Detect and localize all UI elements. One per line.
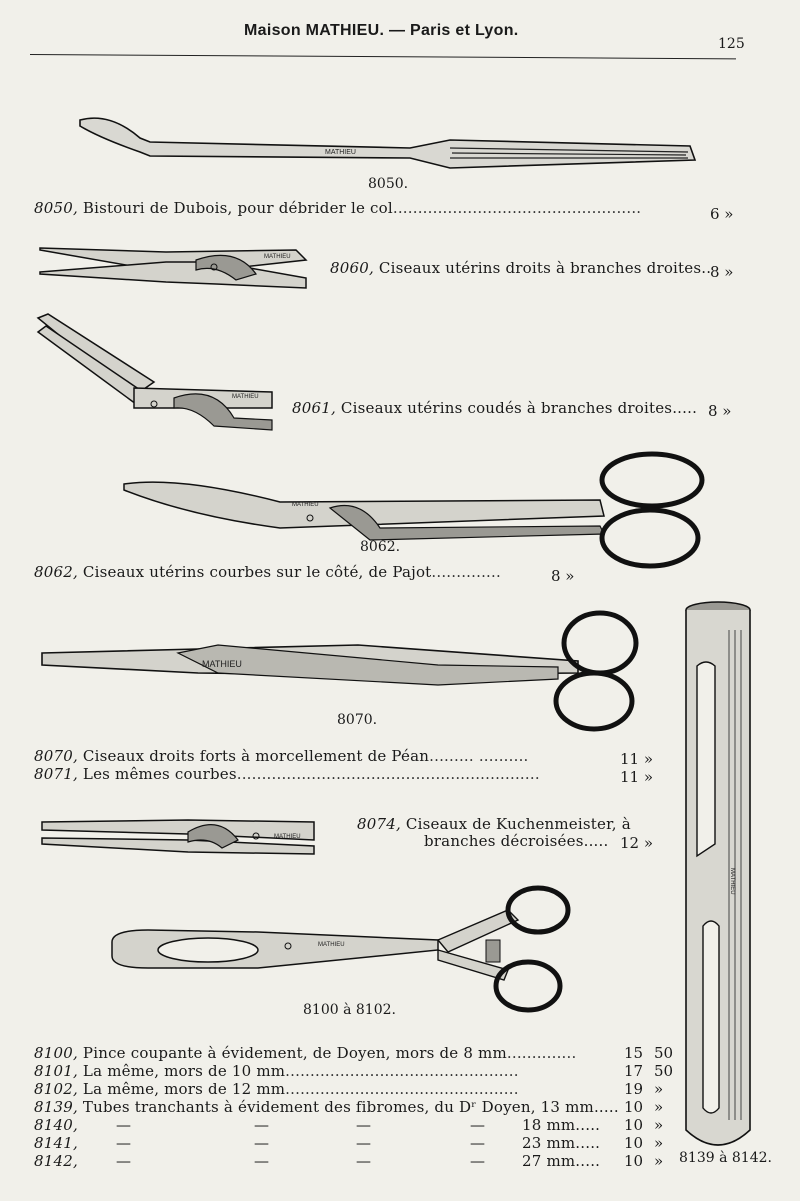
entry-8061 xyxy=(292,399,697,417)
table-row-text: Pince coupante à évidement, de Doyen, mors de 8 mm xyxy=(82,1044,507,1062)
table-row-ditto: — xyxy=(254,1134,270,1152)
entry-text: Ciseaux de Kuchenmeister, à xyxy=(405,815,631,833)
table-row: 8101, La même, mors de 10 mm............................................... xyxy=(34,1062,519,1080)
scissors-angled-illustration xyxy=(34,312,276,434)
table-price-francs: 10 xyxy=(624,1098,644,1116)
table-row: 8102, La même, mors de 12 mm............................................... xyxy=(34,1080,519,1098)
table-row-number: 8100, xyxy=(34,1044,78,1062)
table-row-size: 18 mm..... xyxy=(522,1116,601,1134)
forceps-doyen-illustration xyxy=(108,880,578,1020)
table-row-ditto: — xyxy=(116,1152,132,1170)
table-row-text: La même, mors de 12 mm xyxy=(82,1080,286,1098)
scissors-curved-mark: MATHIEU xyxy=(292,502,319,508)
entry-number: 8061, xyxy=(292,399,336,417)
entry-text: Ciseaux utérins courbes sur le côté, de Pajot xyxy=(82,563,432,581)
caption-8100: 8100 à 8102. xyxy=(303,1002,396,1018)
table-row-number: 8141, xyxy=(34,1134,78,1152)
table-row: 8100, Pince coupante à évidement, de Doyen, mors de 8 mm.............. xyxy=(34,1044,577,1062)
table-row-number: 8140, xyxy=(34,1116,78,1134)
scissors-kuchenmeister-mark: MATHIEU xyxy=(274,834,301,840)
caption-8070: 8070. xyxy=(337,712,378,728)
table-price-francs: 10 xyxy=(624,1116,644,1134)
table-row-ditto: — xyxy=(116,1116,132,1134)
table-row xyxy=(34,1116,634,1134)
table-row-number: 8102, xyxy=(34,1080,78,1098)
table-row-text: La même, mors de 10 mm xyxy=(82,1062,286,1080)
table-price-centimes: » xyxy=(654,1080,664,1098)
entry-number: 8060, xyxy=(330,259,374,277)
entry-price: 8 » xyxy=(551,567,575,585)
entry-text: Ciseaux droits forts à morcellement de Péan xyxy=(82,747,430,765)
table-price-francs: 15 xyxy=(624,1044,644,1062)
entry-8074-line2: branches décroisées..... xyxy=(424,832,609,850)
entry-number: 8062, xyxy=(34,563,78,581)
table-row-ditto: — xyxy=(356,1116,372,1134)
tube-doyen-illustration xyxy=(683,600,755,1160)
table-row-ditto: — xyxy=(254,1152,270,1170)
scissors-straight-mark: MATHIEU xyxy=(264,254,291,260)
table-row-ditto: — xyxy=(116,1134,132,1152)
table-price-centimes: 50 xyxy=(654,1062,674,1080)
table-price-centimes: 50 xyxy=(654,1044,674,1062)
table-price-francs: 10 xyxy=(624,1134,644,1152)
forceps-doyen-mark: MATHIEU xyxy=(318,942,345,948)
table-price-centimes: » xyxy=(654,1134,664,1152)
entry-number: 8071, xyxy=(34,765,78,783)
scissors-curved-illustration xyxy=(120,450,710,575)
caption-8050: 8050. xyxy=(368,176,409,192)
entry-8050: 8050, Bistouri de Dubois, pour débrider le col.................................................. xyxy=(34,199,642,217)
entry-text: Les mêmes courbes xyxy=(82,765,237,783)
table-row xyxy=(34,1152,634,1170)
table-row-number: 8101, xyxy=(34,1062,78,1080)
entry-8074 xyxy=(357,815,631,833)
caption-8139: 8139 à 8142. xyxy=(679,1150,772,1166)
entry-text: Ciseaux utérins droits à branches droites.. xyxy=(378,259,712,277)
scissors-strong-mark: MATHIEU xyxy=(202,659,242,669)
entry-price: 6 » xyxy=(710,205,734,223)
table-row-text: Tubes tranchants à évidement des fibromes, du Dʳ Doyen, 13 mm..... xyxy=(82,1098,619,1116)
scissors-kuchenmeister-illustration xyxy=(38,810,318,860)
table-row-size: 23 mm..... xyxy=(522,1134,601,1152)
entry-8070: 8070, Ciseaux droits forts à morcellement de Péan......... .......... xyxy=(34,747,529,765)
table-row-ditto: — xyxy=(470,1152,486,1170)
table-price-centimes: » xyxy=(654,1116,664,1134)
entry-price: 8 » xyxy=(708,402,732,420)
page-header: Maison MATHIEU. — Paris et Lyon. xyxy=(244,22,519,39)
bistouri-mark: MATHIEU xyxy=(325,149,356,156)
tube-doyen-mark: MATHIEU xyxy=(729,868,735,895)
table-price-francs: 17 xyxy=(624,1062,644,1080)
table-row-ditto: — xyxy=(470,1134,486,1152)
table-row-size: 27 mm..... xyxy=(522,1152,601,1170)
table-row-number: 8142, xyxy=(34,1152,78,1170)
entry-8060 xyxy=(330,259,711,277)
entry-price: 11 » xyxy=(620,750,654,768)
table-row-ditto: — xyxy=(356,1152,372,1170)
scissors-straight-illustration xyxy=(36,240,311,295)
caption-8062: 8062. xyxy=(360,539,401,555)
table-row xyxy=(34,1134,634,1152)
table-price-centimes: » xyxy=(654,1152,664,1170)
entry-8062: 8062, Ciseaux utérins courbes sur le côté, de Pajot.............. xyxy=(34,563,501,581)
table-price-centimes: » xyxy=(654,1098,664,1116)
table-price-francs: 10 xyxy=(624,1152,644,1170)
entry-text: Bistouri de Dubois, pour débrider le col xyxy=(82,199,393,217)
entry-price: 8 » xyxy=(710,263,734,281)
entry-price: 12 » xyxy=(620,834,654,852)
table-row-number: 8139, xyxy=(34,1098,78,1116)
table-row xyxy=(34,1098,619,1116)
table-row-ditto: — xyxy=(356,1134,372,1152)
bistouri-illustration xyxy=(70,108,710,172)
entry-price: 11 » xyxy=(620,768,654,786)
table-price-francs: 19 xyxy=(624,1080,644,1098)
entry-8071: 8071, Les mêmes courbes............................................................. xyxy=(34,765,540,783)
entry-text: Ciseaux utérins coudés à branches droites..... xyxy=(340,399,698,417)
entry-number: 8050, xyxy=(34,199,78,217)
table-row-ditto: — xyxy=(470,1116,486,1134)
page-number: 125 xyxy=(718,36,745,52)
table-row-ditto: — xyxy=(254,1116,270,1134)
header-rule xyxy=(30,54,736,59)
scissors-angled-mark: MATHIEU xyxy=(232,394,259,400)
entry-number: 8074, xyxy=(357,815,401,833)
entry-number: 8070, xyxy=(34,747,78,765)
